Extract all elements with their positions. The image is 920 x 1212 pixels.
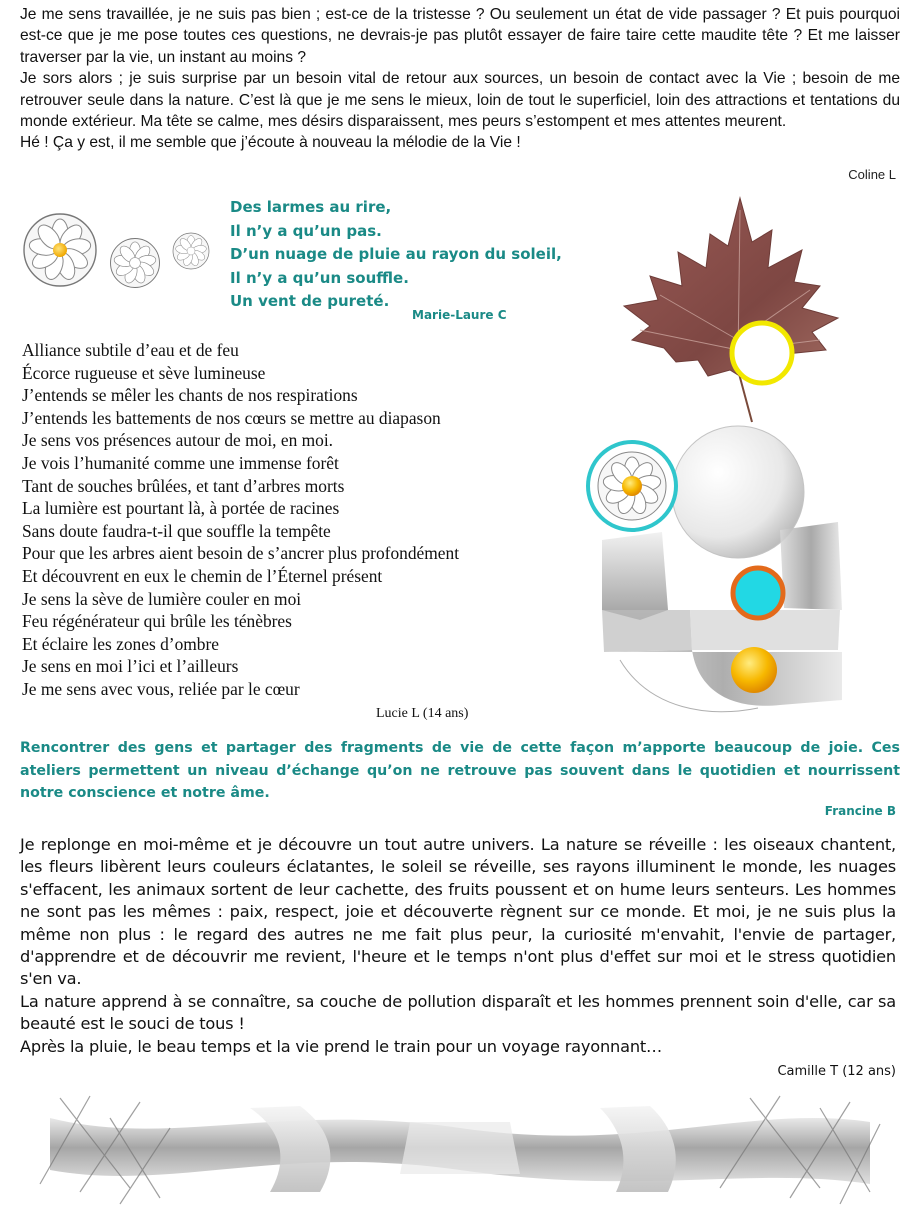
poem-line: Et éclaire les zones d’ombre <box>22 633 220 654</box>
poem-line: Tant de souches brûlées, et tant d’arbres morts <box>22 475 345 496</box>
signature-lucie: Lucie L (14 ans) <box>376 706 469 721</box>
yellow-sun-icon <box>731 647 777 693</box>
paragraph: Je replonge en moi-même et je découvre un tout autre univers. La nature se réveille : les oiseaux chantent, les fleurs libèrent leurs couleurs éclatantes, le soleil se réveille, ses rayons illuminent le monde, les nuages s'effacent, les animaux sortent de leur cachette, des fruits poussent et on hume leurs senteurs. Les hommes ne sont pas les mêmes : paix, respect, joie et découverte règnent sur ce monde. Et moi, je ne suis plus la même non plus : le regard des autres ne me fait plus peur, la curiosité m'envahit, l'envie de partager, d'apprendre et de découvrir me revient, l'heure et le temps n'ont plus d'effet sur moi et le stress quotidien s'en va. <box>20 835 896 989</box>
signature-coline: Coline L <box>848 167 896 182</box>
poem-line: Sans doute faudra-t-il que souffle la tempête <box>22 520 331 541</box>
poem-line: Il n’y a qu’un souffle. <box>230 268 409 287</box>
poem-line: J’entends se mêler les chants de nos respirations <box>22 385 358 406</box>
poem-line: D’un nuage de pluie au rayon du soleil, <box>230 245 562 263</box>
poem-marie-laure <box>230 196 570 314</box>
orange-cyan-circle-icon <box>733 568 783 618</box>
pencil-frieze-illustration <box>20 1088 900 1206</box>
poem-line: Je me sens avec vous, reliée par le cœur <box>22 678 300 699</box>
poem-line: J’entends les battements de nos cœurs se mettre au diapason <box>22 407 441 428</box>
poem-line: La lumière est pourtant là, à portée de racines <box>22 498 340 519</box>
flower-medium-icon <box>111 239 160 288</box>
poem-line: Alliance subtile d’eau et de feu <box>22 340 239 360</box>
poem-line: Je sens la sève de lumière couler en moi <box>22 588 302 609</box>
poem-line: Écorce rugueuse et sève lumineuse <box>22 362 266 383</box>
poem-line: Des larmes au rire, <box>230 198 392 216</box>
francine-text-block: Rencontrer des gens et partager des fragments de vie de cette façon m’apporte beaucoup de joie. Ces ateliers permettent un niveau d’échange qu’on ne retrouve pas souvent dans le quotidien et nourrissent notre conscience et notre âme. <box>20 740 900 801</box>
flower-cyan-circle-icon <box>588 442 676 530</box>
signature-francine: Francine B <box>824 804 896 818</box>
paragraph: Je me sens travaillée, je ne suis pas bien ; est-ce de la tristesse ? Ou seulement un état de vide passager ? Et puis pourquoi est-ce que je me pose toutes ces questions, ne devrais-je pas plutôt essayer de faire taire cette maudite tête ? Et me laisser traverser par la vie, un instant au moins ? <box>20 6 900 66</box>
poem-line: Je sens vos présences autour de moi, en moi. <box>22 430 334 451</box>
poem-lucie <box>22 339 582 701</box>
poem-line: Je sens en moi l’ici et l’ailleurs <box>22 656 239 677</box>
poem-line: Je vois l’humanité comme une immense forêt <box>22 452 339 473</box>
paragraph: Je sors alors ; je suis surprise par un besoin vital de retour aux sources, un besoin de contact avec la Vie ; besoin de me retrouver seule dans la nature. C’est là que je me sens le mieux, loin de tout le superficiel, loin des attractions et tentations du monde extérieur. Ma tête se calme, mes désirs disparaissent, mes peurs s’estompent et mes attentes meurent. <box>20 70 900 131</box>
paragraph: La nature apprend à se connaître, sa couche de pollution disparaît et les hommes prennent soin d'elle, car sa beauté est le souci de tous ! <box>20 991 896 1034</box>
poem-line: Il n’y a qu’un pas. <box>230 221 382 240</box>
coline-text-block <box>20 4 900 154</box>
poem-line: Et découvrent en eux le chemin de l’Éternel présent <box>22 565 383 586</box>
signature-marie-laure: Marie-Laure C <box>412 308 507 322</box>
flower-small-icon <box>173 233 209 269</box>
paragraph: Après la pluie, le beau temps et la vie prend le train pour un voyage rayonnant… <box>20 1036 663 1056</box>
poem-line: Feu régénérateur qui brûle les ténèbres <box>22 611 292 632</box>
white-sun-circle-icon <box>732 323 792 383</box>
maple-leaf-icon <box>624 198 838 422</box>
signature-camille: Camille T (12 ans) <box>777 1064 896 1079</box>
frieze-band-icon <box>40 1096 880 1204</box>
flower-circles-illustration <box>20 210 220 290</box>
leaf-collage-illustration <box>580 190 880 720</box>
poem-line: Pour que les arbres aient besoin de s’ancrer plus profondément <box>22 543 460 564</box>
flower-large-icon <box>24 214 96 286</box>
poem-line: Un vent de pureté. <box>230 292 390 310</box>
camille-text-block <box>20 834 896 1058</box>
paragraph: Hé ! Ça y est, il me semble que j’écoute à nouveau la mélodie de la Vie ! <box>20 134 521 152</box>
